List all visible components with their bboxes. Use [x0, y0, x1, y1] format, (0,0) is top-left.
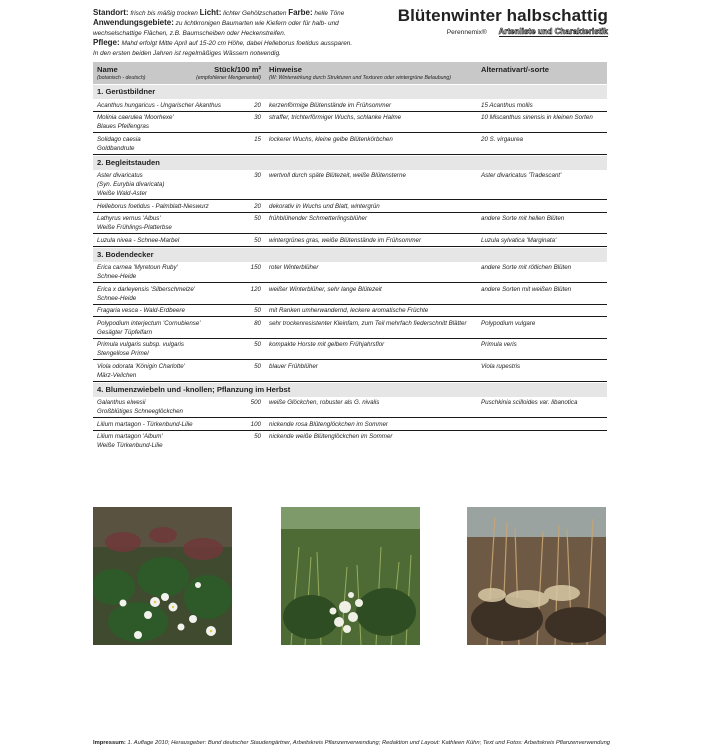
plant-name-line: Blaues Pfeifengras: [97, 123, 149, 130]
plant-note: frühblühender Schmetterlingsblüher: [269, 215, 368, 222]
pflege-label: Pflege:: [93, 38, 120, 48]
brand-name: Perennemix®: [446, 29, 487, 36]
plant-name-line: Fragaria vesca - Wald-Erdbeere: [97, 307, 185, 314]
table-row: [93, 339, 607, 361]
licht-label: Licht:: [199, 8, 222, 17]
care-line: [93, 38, 358, 58]
plant-name-line: Lilium martagon 'Album': [97, 433, 163, 440]
page-title: Blütenwinter halbschattig: [397, 6, 608, 25]
plant-name-line: Galanthus elwesii: [97, 399, 146, 406]
plant-name-line: Schnee-Heide: [97, 273, 137, 280]
plant-name: [93, 285, 233, 303]
plant-name-line: Erica x darleyensis 'Silberschmelze': [97, 285, 195, 293]
plant-name: [93, 432, 233, 450]
plant-note: weiße Glöckchen, robuster als G. nivalis: [269, 399, 380, 406]
plant-quantity: 50: [254, 215, 261, 222]
planting-photo-white-flowers: [93, 507, 232, 645]
plant-note: lockerer Wuchs, kleine gelbe Blütenkörbchen: [269, 135, 393, 143]
imprint-label: Impressum:: [93, 740, 126, 746]
col-notes-sub: (W: Winterwirkung durch Strukturen und Texturen oder wintergrüne Belaubung): [269, 75, 451, 81]
plant-name-line: Stengellose Primel: [97, 350, 149, 357]
table-row: [93, 418, 607, 431]
plant-alternative: [477, 202, 607, 211]
plant-quantity: 100: [250, 420, 261, 428]
plant-name-line: Lilium martagon - Türkenbund-Lilie: [97, 420, 193, 428]
plant-name-line: Großblütiges Schneeglöckchen: [97, 408, 183, 415]
plant-note: dekorativ in Wuchs und Blatt, wintergrün: [269, 202, 380, 210]
plant-name-line: Erica carnea 'Myretoun Ruby': [97, 264, 178, 271]
planting-photo-winter-grasses: [467, 507, 606, 645]
table-body: [93, 85, 607, 451]
plant-note: wintergrünes gras, weiße Blütenstände im Frühsommer: [269, 236, 421, 244]
col-qty-sub: (empfohlener Mengenanteil): [196, 75, 261, 81]
table-row: [93, 305, 607, 318]
section-header: 3. Bodendecker: [93, 248, 607, 262]
plant-name: [93, 306, 233, 315]
plant-name-line: (Syn. Eurybia divaricata): [97, 181, 165, 188]
plant-name-line: Molinia caerulea 'Moorhexe': [97, 114, 174, 121]
plant-quantity: 50: [254, 341, 261, 348]
col-name-header: Name: [97, 65, 118, 74]
plant-note: kompakte Horste mit gelbem Frühjahrsflor: [269, 341, 385, 348]
plant-alternative: [477, 420, 607, 429]
plant-alternative: [477, 432, 607, 450]
table-row: [93, 133, 607, 155]
plant-note: kerzenförmige Blütenstände im Frühsommer: [269, 101, 392, 109]
licht-value: lichter Gehölzschatten: [223, 10, 287, 17]
plant-note: sehr trockenresistenter Kleinfarn, zum Teil mehrfach fiederschnitt Blätter: [269, 319, 467, 327]
planting-photo-grasses: [281, 507, 420, 645]
plant-name-line: Weiße Wald-Aster: [97, 190, 147, 197]
plant-name: [93, 236, 233, 245]
plant-name: [93, 398, 233, 416]
col-qty-header: Stück/100 m²: [214, 65, 261, 74]
section-header: 4. Blumenzwiebeln und -knollen; Pflanzung im Herbst: [93, 383, 607, 397]
plant-name-line: Aster divaricatus: [97, 172, 143, 179]
plant-name-line: März-Veilchen: [97, 371, 137, 379]
table-row: [93, 431, 607, 452]
plant-name-line: Weiße Frühlings-Platterbse: [97, 224, 172, 231]
plant-alternative: 10 Miscanthus sinensis in kleinen Sorten: [481, 114, 593, 121]
application-line: [93, 18, 358, 38]
table-row: [93, 213, 607, 235]
plant-quantity: 50: [254, 433, 261, 440]
plant-name-line: Goldbandrute: [97, 144, 135, 152]
table-row: [93, 170, 607, 201]
plant-alternative: Puschkinia scilloides var. libanotica: [481, 399, 578, 406]
col-notes-header: Hinweise: [269, 65, 302, 74]
table-row: [93, 99, 607, 112]
plant-alternative: [477, 306, 607, 315]
plant-alternative: Primula veris: [481, 341, 517, 348]
page-subtitle: Artenliste und Charakteristik: [498, 27, 608, 36]
plant-name-line: Weiße Türkenbund-Lilie: [97, 442, 163, 449]
plant-name: [93, 135, 233, 153]
plant-quantity: 50: [254, 236, 261, 244]
farbe-label: Farbe:: [288, 8, 313, 17]
col-name-sub: (botanisch - deutsch): [97, 75, 146, 81]
plant-name: [93, 340, 233, 358]
anwendung-value: zu lichtkronigen Baumarten wie Kiefern oder für halb- und wechselschattige Flächen, z.B. Baumscheiben oder Heckenstreifen.: [93, 20, 339, 37]
plant-quantity: 50: [254, 307, 261, 314]
plant-alternative: 15 Acanthus mollis: [481, 101, 533, 109]
table-row: [93, 397, 607, 419]
plant-name-line: Acanthus hungaricus - Ungarischer Akanthus: [97, 101, 221, 109]
plant-name: [93, 202, 233, 211]
plant-alternative: andere Sorte mit rötlichen Blüten: [481, 264, 572, 271]
header-name-qty: [93, 62, 265, 84]
plant-quantity: 30: [254, 172, 261, 179]
header-alt: [477, 62, 607, 84]
pflege-value: Mahd erfolgt Mitte April auf 15-20 cm Höhe, dabei Helleborus foetidus aussparen. In den ersten beiden Jahren ist regelmäßiges Wässern notwendig.: [93, 40, 353, 57]
plant-name: [93, 263, 233, 281]
site-info: [93, 8, 358, 58]
plant-alternative: 20 S. virgaurea: [481, 135, 523, 143]
farbe-value: helle Töne: [314, 10, 345, 17]
plant-quantity: 20: [254, 101, 261, 109]
plant-name: [93, 362, 233, 380]
plant-quantity: 50: [254, 362, 261, 370]
plant-alternative: Luzula sylvatica 'Marginata': [481, 236, 557, 244]
plant-name: [93, 214, 233, 232]
section-header: 1. Gerüstbildner: [93, 85, 607, 99]
plant-name-line: Helleborus foetidus - Palmblatt-Nieswurz: [97, 202, 209, 210]
plant-name-line: Gesägter Tüpfelfarn: [97, 328, 153, 336]
photo-white-flowers-image: [93, 507, 232, 645]
plant-note: mit Ranken umherwandernd, leckere aromatische Früchte: [269, 307, 429, 314]
plant-note: wertvoll durch späte Blütezeit, weiße Blütensterne: [269, 172, 406, 179]
plant-alternative: andere Sorte mit hellen Blüten: [481, 215, 565, 222]
plant-quantity: 80: [254, 319, 261, 327]
anwendung-label: Anwendungsgebiete:: [93, 18, 174, 28]
imprint: [93, 740, 610, 746]
plant-note: nickende rosa Blütenglöckchen im Sommer: [269, 420, 388, 428]
standort-label: Standort:: [93, 8, 129, 17]
title-block: [398, 6, 608, 26]
plant-quantity: 30: [254, 114, 261, 121]
plant-note: roter Winterblüher: [269, 264, 319, 271]
plant-quantity: 120: [250, 285, 261, 293]
plant-name-line: Polypodium interjectum 'Cornubiense': [97, 319, 201, 327]
table-row: [93, 200, 607, 213]
plant-name-line: Viola odorata 'Königin Charlotte': [97, 362, 185, 370]
photo-grasses-image: [281, 507, 420, 645]
plant-quantity: 150: [250, 264, 261, 271]
photo-winter-grasses-image: [467, 507, 606, 645]
plant-name-line: Primula vulgaris subsp. vulgaris: [97, 341, 185, 348]
plant-quantity: 20: [254, 202, 261, 210]
plant-note: straffer, trichterförmiger Wuchs, schlanke Halme: [269, 114, 402, 121]
header-notes: [265, 62, 477, 84]
plant-quantity: 500: [250, 399, 261, 406]
table-row: [93, 317, 607, 339]
table-row: [93, 234, 607, 247]
site-conditions-line: [93, 8, 358, 18]
table-row: [93, 112, 607, 134]
plant-alternative: Viola rupestris: [481, 362, 521, 370]
standort-value: frisch bis mäßig trocken: [130, 10, 198, 17]
plant-name-line: Lathyrus vernus 'Albus': [97, 215, 161, 222]
plant-note: weißer Winterblüher, sehr lange Blütezeit: [269, 285, 382, 293]
section-header: 2. Begleitstauden: [93, 156, 607, 170]
imprint-text: 1. Auflage 2010; Herausgeber: Bund deutscher Staudengärtner, Arbeitskreis Pflanzenverwendung; Redaktion und Layout: Kathleen Kühn; Text und Fotos: Arbeitskreis Pflanzenverwendung: [127, 740, 611, 746]
plant-name-line: Luzula nivea - Schnee-Marbel: [97, 236, 180, 244]
plant-name: [93, 171, 233, 198]
plant-name: [93, 319, 233, 337]
plant-note: nickende weiße Blütenglöckchen im Sommer: [269, 433, 393, 440]
plant-alternative: Polypodium vulgare: [481, 319, 536, 327]
table-row: [93, 360, 607, 382]
plant-name: [93, 420, 233, 429]
plant-name: [93, 113, 233, 131]
col-alt-header: Alternativart/-sorte: [481, 65, 549, 74]
table-header: [93, 62, 607, 84]
plant-name-line: Schnee-Heide: [97, 294, 137, 302]
plant-note: blauer Frühblüher: [269, 362, 318, 370]
plant-quantity: 15: [254, 135, 261, 143]
table-row: [93, 283, 607, 305]
title-subline: [447, 27, 608, 36]
plant-alternative: andere Sorten mit weißen Blüten: [481, 285, 572, 293]
table-row: [93, 262, 607, 284]
plant-name: [93, 101, 233, 110]
plant-alternative: Aster divaricatus 'Tradescant': [481, 172, 562, 179]
plant-name-line: Solidago caesia: [97, 135, 141, 143]
species-table: [93, 62, 607, 451]
